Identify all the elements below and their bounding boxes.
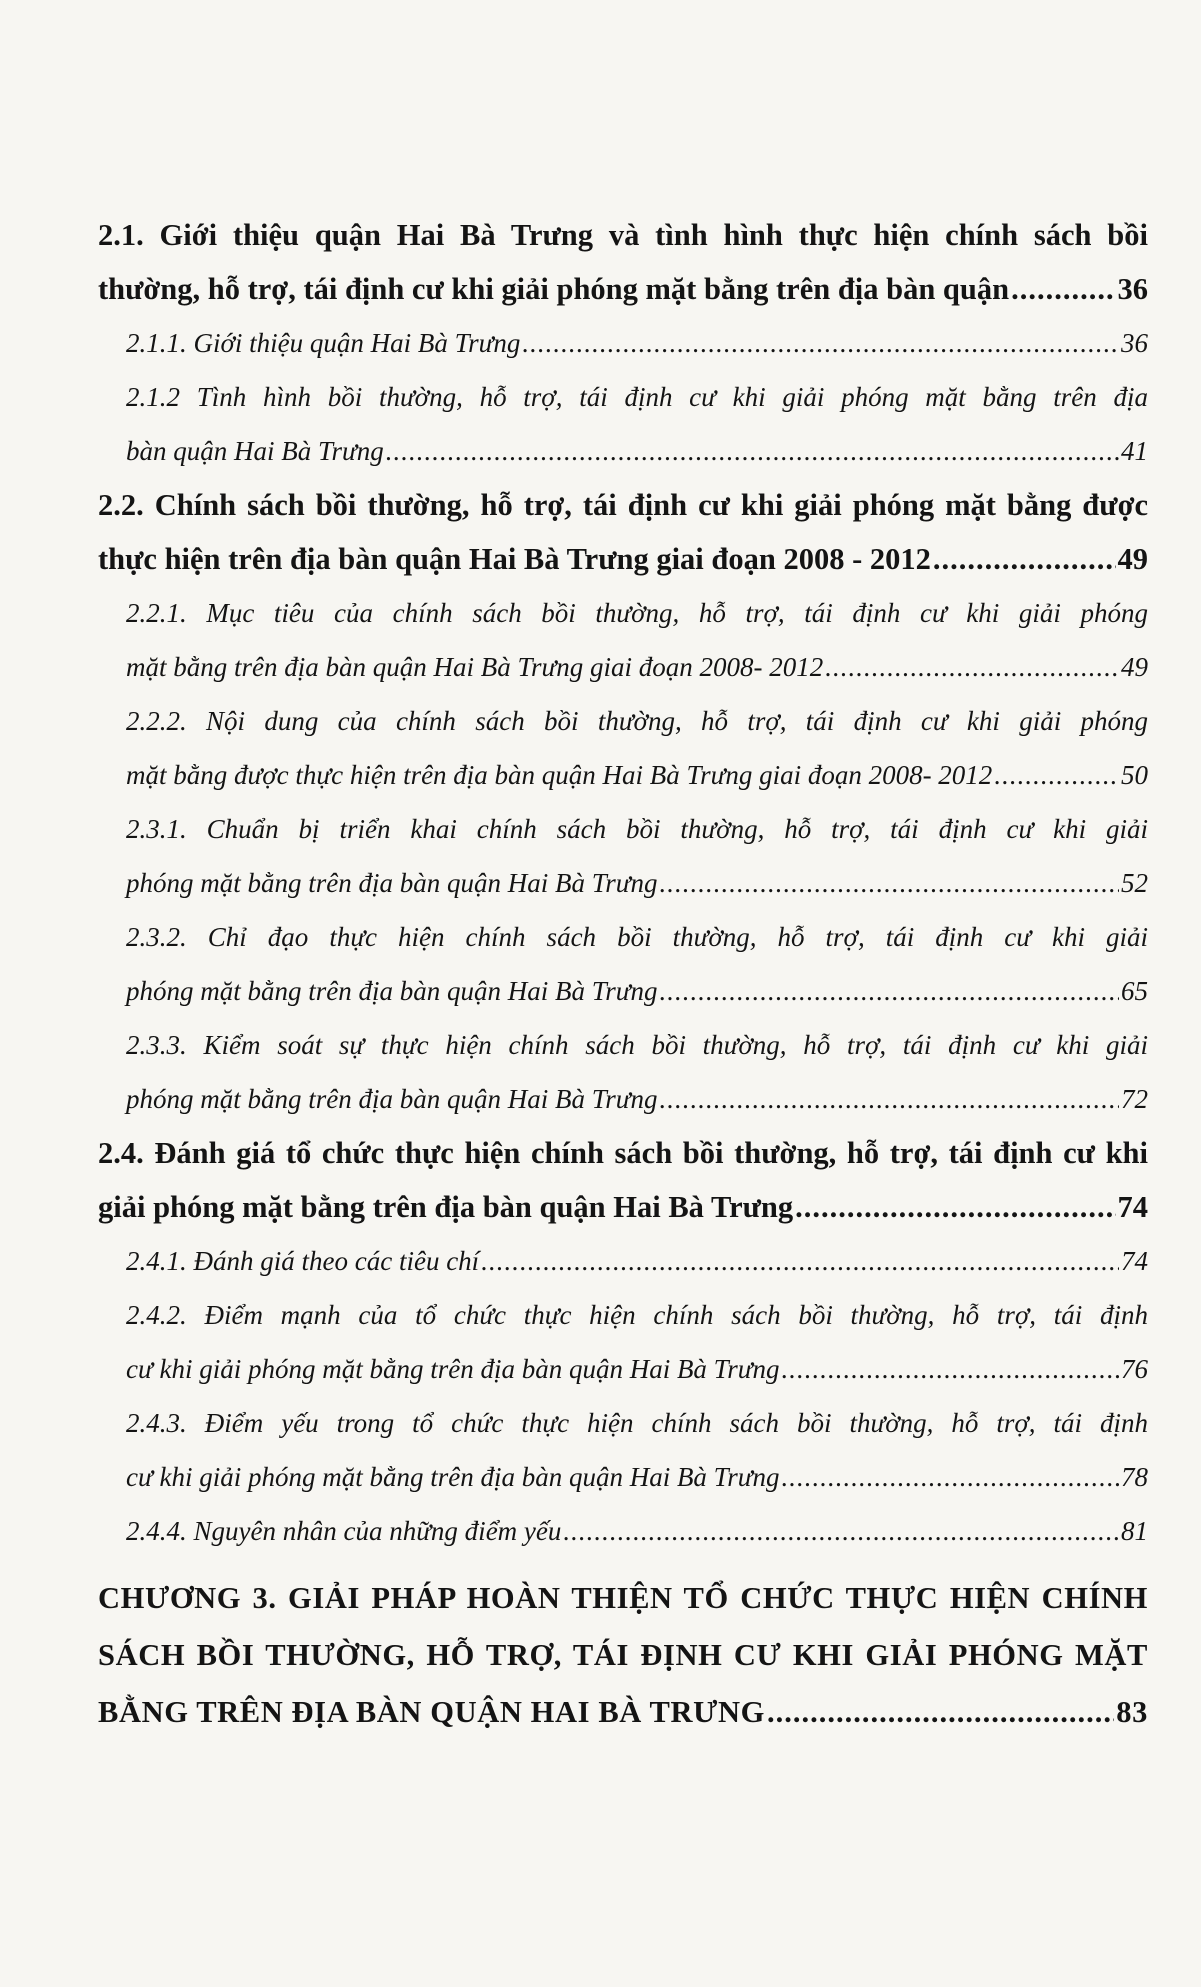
toc-entry-title-line: 2.4. Đánh giá tổ chức thực hiện chính sách bồi thường, hỗ trợ, tái định cư khi xyxy=(98,1136,1148,1170)
toc-entry-title-line: 2.1. Giới thiệu quận Hai Bà Trưng và tình hình thực hiện chính sách bồi xyxy=(98,218,1148,252)
toc-entry-title-line: CHƯƠNG 3. GIẢI PHÁP HOÀN THIỆN TỔ CHỨC THỰC HIỆN CHÍNH xyxy=(98,1581,1148,1615)
toc-entry-title-line: phóng mặt bằng trên địa bàn quận Hai Bà Trưng xyxy=(126,1084,658,1114)
toc-page-number: 52 xyxy=(1121,868,1148,898)
toc-entry-title-line: 2.2.2. Nội dung của chính sách bồi thường, hỗ trợ, tái định cư khi giải phóng xyxy=(126,706,1148,736)
toc-entry-2-4-2[interactable] xyxy=(98,1288,1148,1396)
dot-leader xyxy=(386,424,1119,478)
dot-leader xyxy=(781,1450,1119,1504)
toc-entry-title-line: cư khi giải phóng mặt bằng trên địa bàn quận Hai Bà Trưng xyxy=(126,1354,780,1384)
toc-entry-2-3-2[interactable] xyxy=(98,910,1148,1018)
toc-page-number: 49 xyxy=(1117,542,1148,576)
toc-entry-2-1-1[interactable] xyxy=(98,316,1148,370)
toc-entry-title-line: 2.4.1. Đánh giá theo các tiêu chí xyxy=(126,1246,480,1276)
toc-entry-title-line: phóng mặt bằng trên địa bàn quận Hai Bà Trưng xyxy=(126,868,658,898)
toc-page-number: 36 xyxy=(1117,272,1148,306)
toc-entry-title-line: 2.1.1. Giới thiệu quận Hai Bà Trưng xyxy=(126,328,521,358)
toc-entry-2-4[interactable] xyxy=(98,1126,1148,1234)
toc-page-number: 74 xyxy=(1117,1190,1148,1224)
toc-page-number: 74 xyxy=(1121,1246,1148,1276)
toc-entry-title-line: cư khi giải phóng mặt bằng trên địa bàn quận Hai Bà Trưng xyxy=(126,1462,780,1492)
toc-page-number: 78 xyxy=(1121,1462,1148,1492)
toc-entry-title-line: 2.1.2 Tình hình bồi thường, hỗ trợ, tái định cư khi giải phóng mặt bằng trên địa xyxy=(126,382,1148,412)
toc-entry-2-2-2[interactable] xyxy=(98,694,1148,802)
dot-leader xyxy=(522,316,1119,370)
toc-entry-title-line: bàn quận Hai Bà Trưng xyxy=(126,436,384,466)
dot-leader xyxy=(563,1504,1119,1558)
dot-leader xyxy=(994,748,1119,802)
dot-leader xyxy=(825,640,1119,694)
toc-entry-title-line: 2.4.3. Điểm yếu trong tổ chức thực hiện chính sách bồi thường, hỗ trợ, tái định xyxy=(126,1408,1148,1438)
toc-entry-2-4-3[interactable] xyxy=(98,1396,1148,1504)
toc-entry-title-line: BẰNG TRÊN ĐỊA BÀN QUẬN HAI BÀ TRƯNG xyxy=(98,1695,765,1729)
toc-entry-2-4-1[interactable] xyxy=(98,1234,1148,1288)
toc-entry-title-line: SÁCH BỒI THƯỜNG, HỖ TRỢ, TÁI ĐỊNH CƯ KHI GIẢI PHÓNG MẶT xyxy=(98,1638,1148,1672)
toc-page-number: 36 xyxy=(1121,328,1148,358)
toc-entry-2-3-3[interactable] xyxy=(98,1018,1148,1126)
toc-entry-2-3-1[interactable] xyxy=(98,802,1148,910)
toc-page-number: 41 xyxy=(1121,436,1148,466)
toc-entry-title-line: mặt bằng được thực hiện trên địa bàn quận Hai Bà Trưng giai đoạn 2008- 2012 xyxy=(126,760,993,790)
toc-page-number: 50 xyxy=(1121,760,1148,790)
table-of-contents xyxy=(98,208,1148,1741)
toc-entry-2-1[interactable] xyxy=(98,208,1148,316)
toc-entry-title-line: phóng mặt bằng trên địa bàn quận Hai Bà Trưng xyxy=(126,976,658,1006)
toc-entry-2-2-1[interactable] xyxy=(98,586,1148,694)
toc-page-number: 72 xyxy=(1121,1084,1148,1114)
toc-page-number: 81 xyxy=(1121,1516,1148,1546)
toc-entry-title-line: thực hiện trên địa bàn quận Hai Bà Trưng giai đoạn 2008 - 2012 xyxy=(98,542,931,576)
toc-entry-2-2[interactable] xyxy=(98,478,1148,586)
toc-page-number: 65 xyxy=(1121,976,1148,1006)
toc-entry-title-line: thường, hỗ trợ, tái định cư khi giải phóng mặt bằng trên địa bàn quận xyxy=(98,272,1010,306)
toc-entry-title-line: 2.2. Chính sách bồi thường, hỗ trợ, tái định cư khi giải phóng mặt bằng được xyxy=(98,488,1148,522)
toc-entry-title-line: 2.4.2. Điểm mạnh của tổ chức thực hiện chính sách bồi thường, hỗ trợ, tái định xyxy=(126,1300,1148,1330)
toc-entry-title-line: mặt bằng trên địa bàn quận Hai Bà Trưng giai đoạn 2008- 2012 xyxy=(126,652,824,682)
toc-entry-title-line: 2.2.1. Mục tiêu của chính sách bồi thường, hỗ trợ, tái định cư khi giải phóng xyxy=(126,598,1148,628)
dot-leader xyxy=(781,1342,1119,1396)
dot-leader xyxy=(767,1684,1114,1741)
toc-entry-2-4-4[interactable] xyxy=(98,1504,1148,1558)
dot-leader xyxy=(481,1234,1119,1288)
toc-page-number: 83 xyxy=(1116,1695,1148,1729)
toc-entry-title-line: 2.3.1. Chuẩn bị triển khai chính sách bồi thường, hỗ trợ, tái định cư khi giải xyxy=(126,814,1148,844)
dot-leader xyxy=(795,1180,1115,1234)
toc-entry-chapter-3[interactable] xyxy=(98,1570,1148,1741)
toc-entry-title-line: 2.3.3. Kiểm soát sự thực hiện chính sách bồi thường, hỗ trợ, tái định cư khi giải xyxy=(126,1030,1148,1060)
dot-leader xyxy=(660,1072,1120,1126)
toc-entry-2-1-2[interactable] xyxy=(98,370,1148,478)
toc-page-number: 49 xyxy=(1121,652,1148,682)
toc-entry-title-line: giải phóng mặt bằng trên địa bàn quận Hai Bà Trưng xyxy=(98,1190,794,1224)
toc-entry-title-line: 2.4.4. Nguyên nhân của những điểm yếu xyxy=(126,1516,562,1546)
dot-leader xyxy=(660,964,1120,1018)
toc-page-number: 76 xyxy=(1121,1354,1148,1384)
toc-entry-title-line: 2.3.2. Chỉ đạo thực hiện chính sách bồi thường, hỗ trợ, tái định cư khi giải xyxy=(126,922,1148,952)
dot-leader xyxy=(1011,262,1115,316)
dot-leader xyxy=(933,532,1116,586)
dot-leader xyxy=(660,856,1120,910)
